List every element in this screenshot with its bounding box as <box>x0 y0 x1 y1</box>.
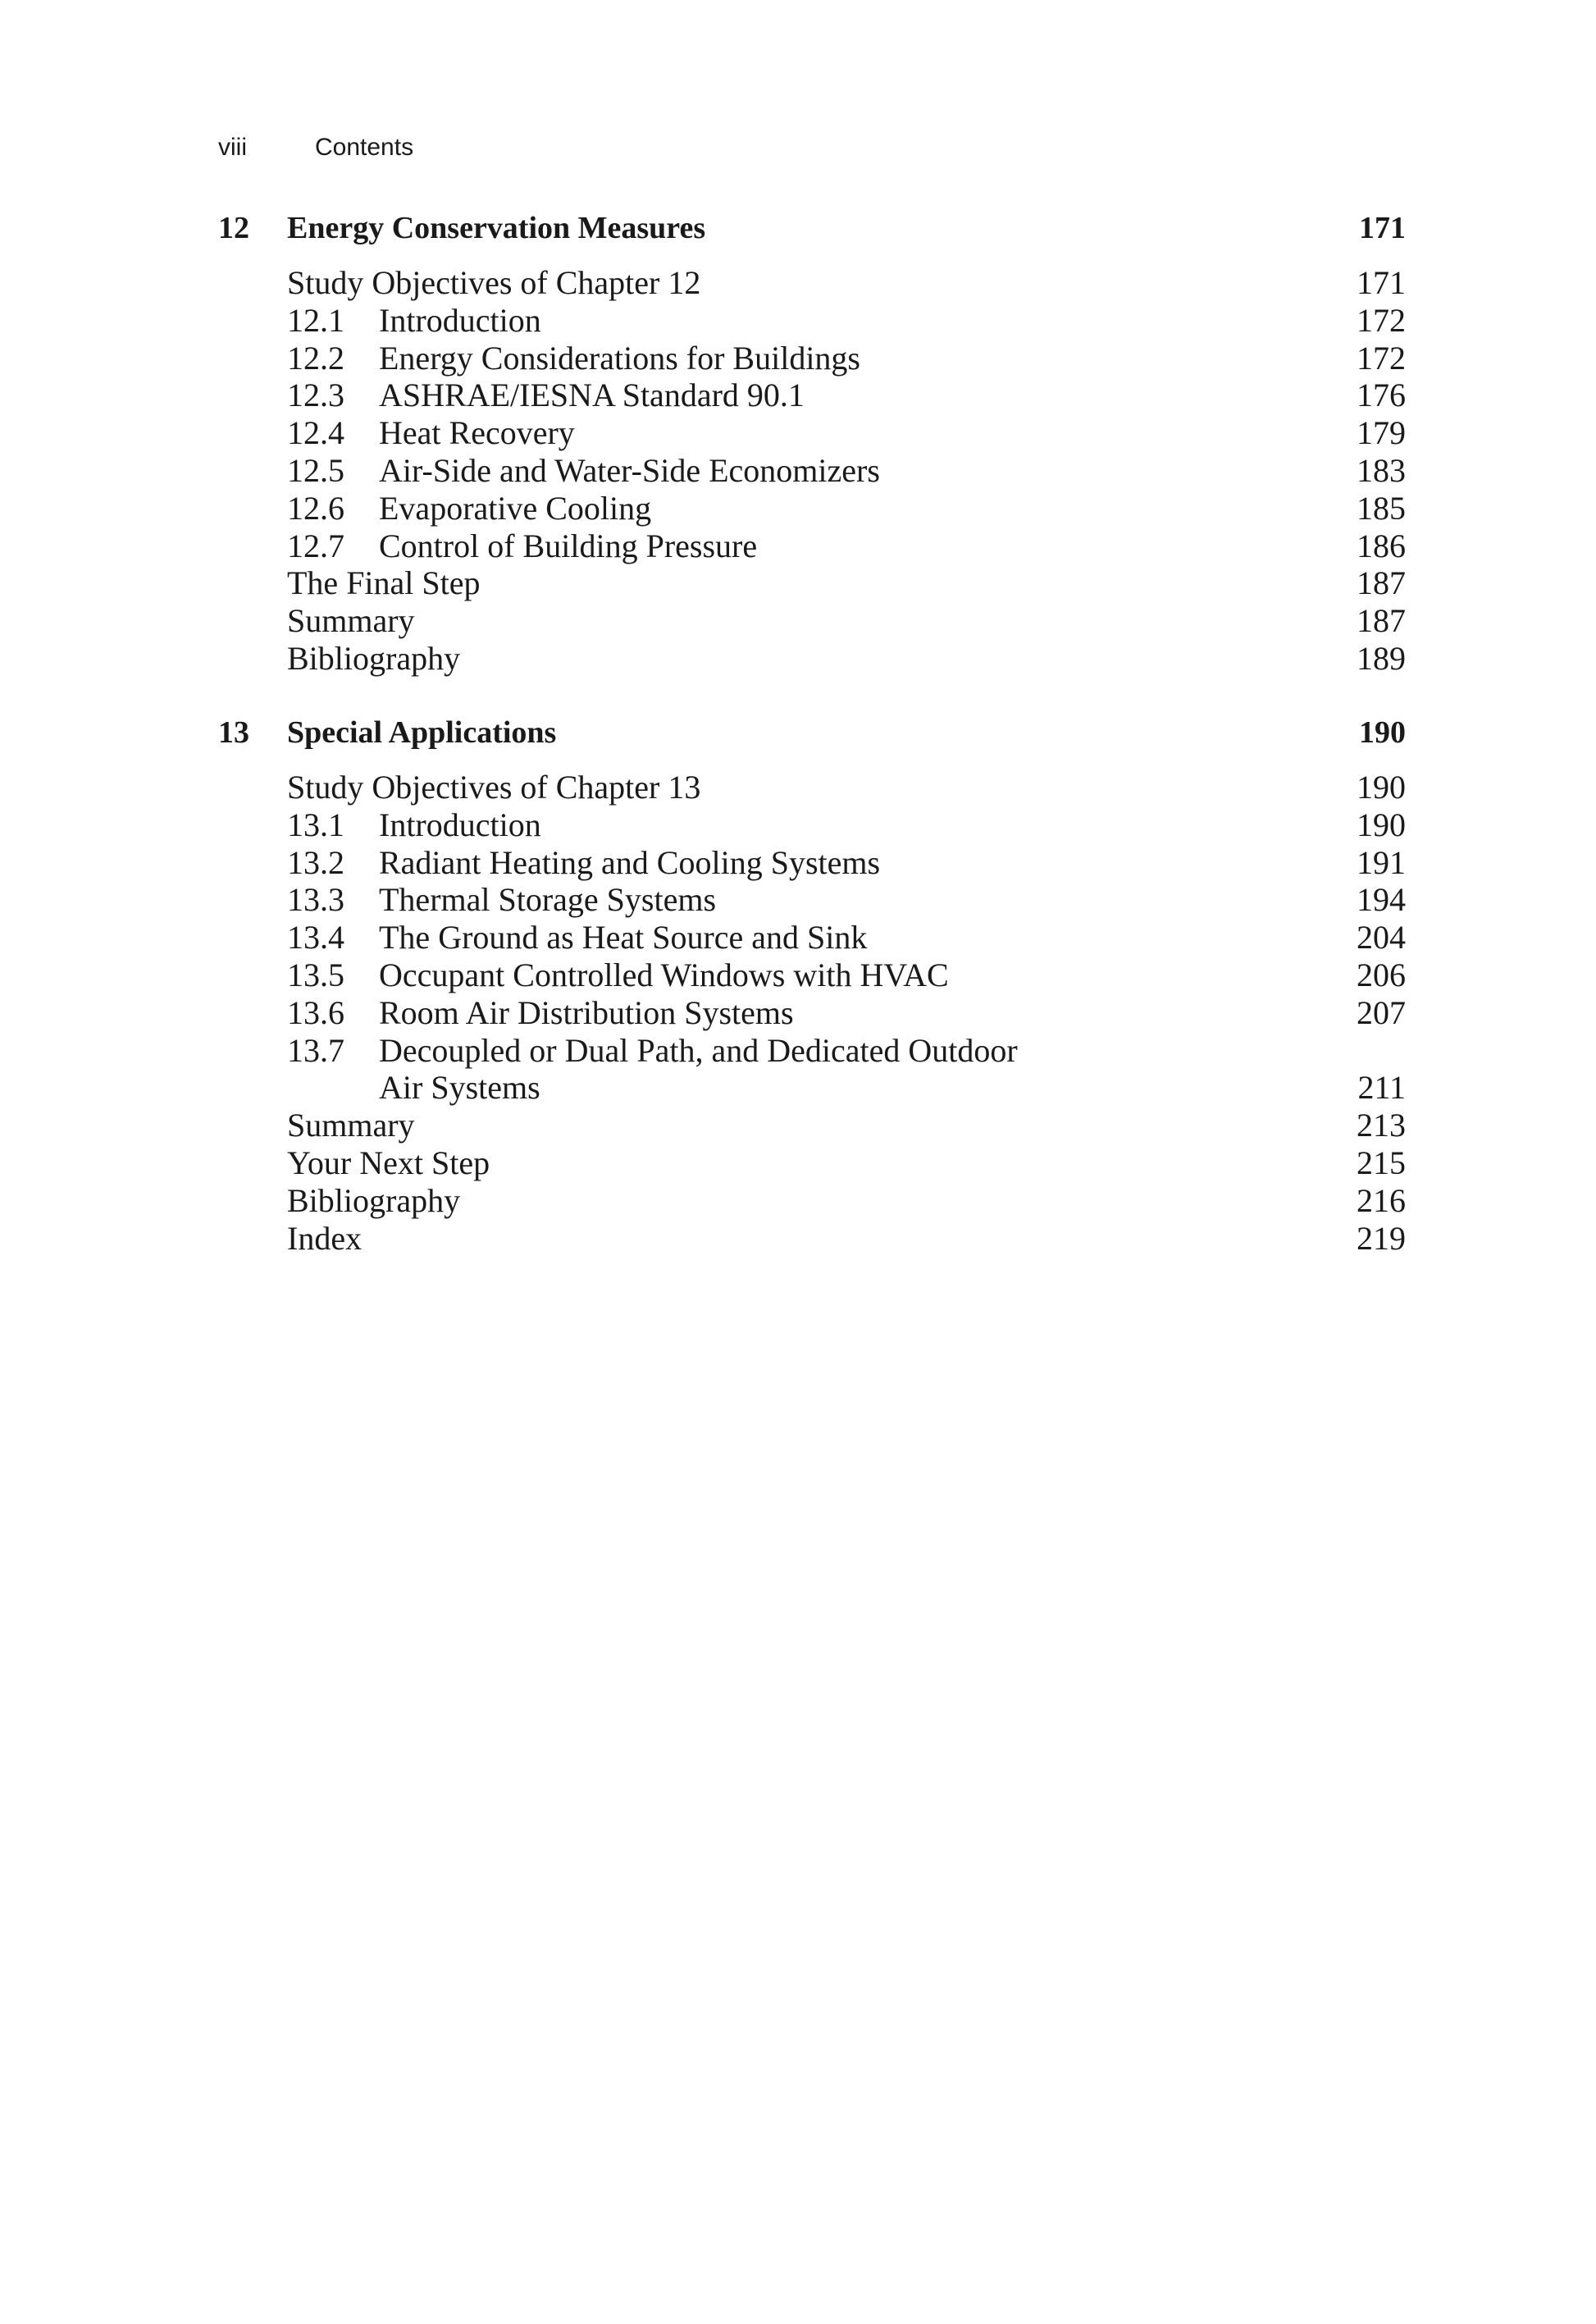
toc-entry[interactable] <box>218 640 1406 678</box>
entry-number: 12.5 <box>287 451 344 489</box>
toc-entry[interactable] <box>218 919 1406 957</box>
entry-title: Introduction <box>379 806 541 843</box>
chapter-number: 12 <box>218 211 249 245</box>
chapter-title: Energy Conservation Measures <box>287 211 706 245</box>
entry-title: Occupant Controlled Windows with HVAC <box>379 956 949 993</box>
entry-page: 185 <box>1357 489 1406 527</box>
entry-title: ASHRAE/IESNA Standard 90.1 <box>379 377 805 414</box>
entry-page: 187 <box>1357 602 1406 640</box>
chapter-12 <box>218 208 1406 678</box>
entry-title-line1: Decoupled or Dual Path, and Dedicated Outdoor <box>379 1031 1018 1069</box>
chapter-heading[interactable] <box>218 713 1406 752</box>
running-head <box>218 131 413 164</box>
entry-title: Your Next Step <box>287 1144 490 1181</box>
entry-title: Bibliography <box>287 639 461 677</box>
toc-entry[interactable] <box>218 1220 1406 1258</box>
entry-number: 12.7 <box>287 527 344 564</box>
entry-page: 171 <box>1357 264 1406 301</box>
entry-title: The Ground as Heat Source and Sink <box>379 919 868 957</box>
entry-number: 12.3 <box>287 377 344 414</box>
chapter-page: 190 <box>1359 715 1406 750</box>
toc-entry[interactable] <box>218 340 1406 377</box>
entry-page: 179 <box>1357 414 1406 452</box>
entry-title: Summary <box>287 602 415 640</box>
toc-entry[interactable] <box>218 1032 1406 1107</box>
entry-number: 12.1 <box>287 301 344 339</box>
toc-entry[interactable] <box>218 881 1406 919</box>
entry-number: 12.2 <box>287 339 344 377</box>
toc-entry[interactable] <box>218 769 1406 806</box>
toc-entry[interactable] <box>218 564 1406 602</box>
entry-title: The Final Step <box>287 564 481 602</box>
entry-number: 13.7 <box>287 1031 344 1069</box>
entry-page: 191 <box>1357 843 1406 881</box>
entry-title: Air-Side and Water-Side Economizers <box>379 451 880 489</box>
entry-page: 219 <box>1357 1219 1406 1257</box>
entry-title: Evaporative Cooling <box>379 489 652 527</box>
chapter-entries <box>218 769 1406 1257</box>
toc-entry[interactable] <box>218 1144 1406 1182</box>
entry-title: Introduction <box>379 301 541 339</box>
entry-title: Index <box>287 1219 363 1257</box>
entry-number: 13.6 <box>287 993 344 1031</box>
toc-entry[interactable] <box>218 377 1406 414</box>
entry-page: 183 <box>1357 451 1406 489</box>
entry-page: 216 <box>1357 1181 1406 1219</box>
entry-page: 172 <box>1357 301 1406 339</box>
entry-page: 190 <box>1357 769 1406 806</box>
entry-number: 13.3 <box>287 881 344 919</box>
entry-page: 194 <box>1357 881 1406 919</box>
toc-entry[interactable] <box>218 302 1406 340</box>
toc-entry[interactable] <box>218 527 1406 565</box>
chapter-page: 171 <box>1359 211 1406 245</box>
entry-title: Radiant Heating and Cooling Systems <box>379 843 881 881</box>
toc-entry[interactable] <box>218 957 1406 994</box>
entry-title: Thermal Storage Systems <box>379 881 717 919</box>
page-folio: viii <box>218 134 247 161</box>
entry-title: Heat Recovery <box>379 414 575 452</box>
entry-title: Room Air Distribution Systems <box>379 993 794 1031</box>
entry-title: Bibliography <box>287 1181 461 1219</box>
entry-title: Energy Considerations for Buildings <box>379 339 860 377</box>
toc-entry[interactable] <box>218 994 1406 1032</box>
entry-number: 13.5 <box>287 956 344 993</box>
entry-number: 12.4 <box>287 414 344 452</box>
chapter-heading[interactable] <box>218 208 1406 248</box>
toc-entry[interactable] <box>218 1182 1406 1220</box>
running-title: Contents <box>315 134 414 161</box>
entry-page: 172 <box>1357 339 1406 377</box>
entry-page: 211 <box>1357 1069 1406 1107</box>
entry-page: 207 <box>1357 993 1406 1031</box>
entry-page: 213 <box>1357 1107 1406 1144</box>
entry-number: 13.4 <box>287 919 344 957</box>
entry-title-line2: Air Systems <box>379 1069 540 1107</box>
toc-entry[interactable] <box>218 602 1406 640</box>
entry-page: 187 <box>1357 564 1406 602</box>
chapter-entries <box>218 264 1406 678</box>
entry-number: 13.2 <box>287 843 344 881</box>
entry-page: 190 <box>1357 806 1406 843</box>
toc-entry[interactable] <box>218 414 1406 452</box>
entry-page: 206 <box>1357 956 1406 993</box>
toc-entry[interactable] <box>218 844 1406 882</box>
entry-page: 215 <box>1357 1144 1406 1181</box>
toc-entry[interactable] <box>218 452 1406 490</box>
entry-title: Study Objectives of Chapter 12 <box>287 264 701 301</box>
entry-number: 12.6 <box>287 489 344 527</box>
chapter-13 <box>218 713 1406 1257</box>
entry-title <box>379 1032 1018 1107</box>
entry-title: Control of Building Pressure <box>379 527 758 564</box>
entry-title: Summary <box>287 1107 415 1144</box>
entry-page: 186 <box>1357 527 1406 564</box>
entry-page: 204 <box>1357 919 1406 957</box>
entry-number: 13.1 <box>287 806 344 843</box>
entry-page: 176 <box>1357 377 1406 414</box>
toc-entry[interactable] <box>218 264 1406 302</box>
toc-entry[interactable] <box>218 490 1406 527</box>
chapter-number: 13 <box>218 715 249 750</box>
toc-entry[interactable] <box>218 1107 1406 1144</box>
entry-page: 189 <box>1357 639 1406 677</box>
chapter-title: Special Applications <box>287 715 557 750</box>
toc-entry[interactable] <box>218 806 1406 844</box>
entry-title: Study Objectives of Chapter 13 <box>287 769 701 806</box>
